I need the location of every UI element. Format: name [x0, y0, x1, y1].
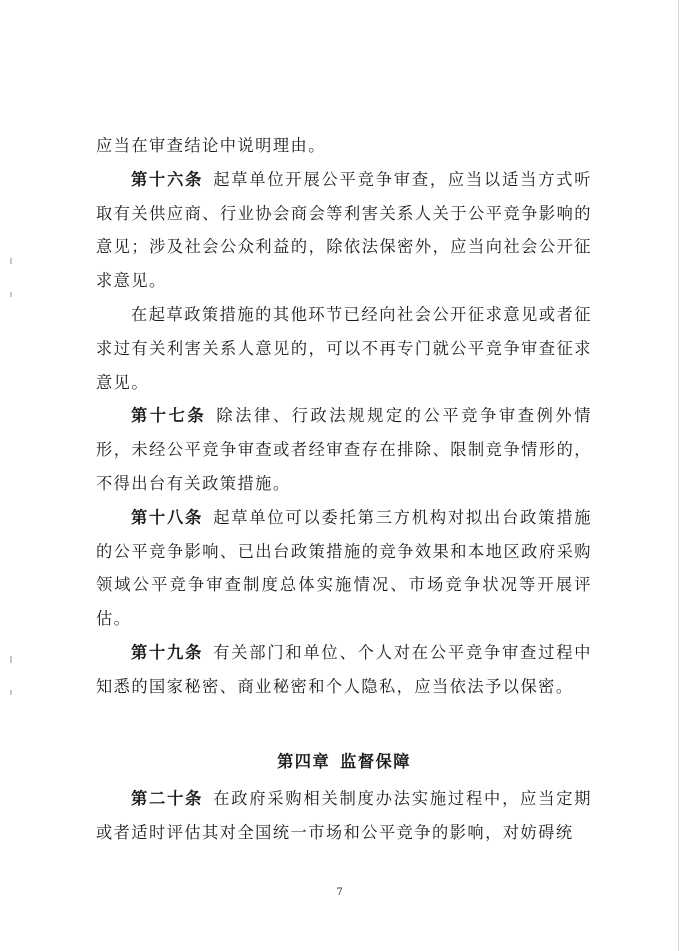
- article-20-paragraph: [96, 782, 592, 850]
- scan-margin-mark: [10, 690, 12, 695]
- chapter-number: 第四章: [277, 752, 331, 771]
- page-number: 7: [336, 887, 343, 898]
- article-20-label: 第二十条: [131, 789, 204, 808]
- article-19-label: 第十九条: [131, 642, 204, 662]
- chapter-title: 监督保障: [340, 752, 411, 771]
- article-18-text: 起草单位可以委托第三方机构对拟出台政策措施的公平竞争影响、已出台政策措施的竞争效果和本地区政府采购领域公平竞争审查制度总体实施情况、市场竞争状况等开展评估。: [96, 507, 592, 629]
- article-17-label: 第十七条: [131, 406, 207, 426]
- article-16-label: 第十六条: [131, 169, 204, 189]
- article-17-paragraph: [96, 399, 592, 500]
- article-19-paragraph: [96, 636, 592, 704]
- chapter-heading: [96, 748, 592, 772]
- scan-margin-mark: [10, 258, 12, 264]
- article-19-text: 有关部门和单位、个人对在公平竞争审查过程中知悉的国家秘密、商业秘密和个人隐私，应当依法予以保密。: [96, 642, 592, 696]
- article-18-paragraph: [96, 501, 592, 636]
- article-16-paragraph-2: 在起草政策措施的其他环节已经向社会公开征求意见或者征求过有关利害关系人意见的，可以不再专门就公平竞争审查征求意见。: [96, 304, 592, 392]
- scan-margin-mark: [10, 292, 12, 297]
- article-20-text: 在政府采购相关制度办法实施过程中，应当定期或者适时评估其对全国统一市场和公平竞争的影响，对妨碍统: [96, 789, 592, 842]
- article-16-text: 起草单位开展公平竞争审查，应当以适当方式听取有关供应商、行业协会商会等利害关系人关于公平竞争影响的意见；涉及社会公众利益的，除依法保密外，应当向社会公开征求意见。: [96, 169, 592, 291]
- article-17-text: 除法律、行政法规规定的公平竞争审查例外情形，未经公平竞争审查或者经审查存在排除、限制竞争情形的，不得出台有关政策措施。: [96, 406, 592, 493]
- body-text-upper: [96, 129, 592, 704]
- article-16-paragraph: [96, 163, 592, 298]
- body-text-lower: [96, 782, 592, 850]
- continuation-paragraph: 应当在审查结论中说明理由。: [96, 136, 326, 155]
- article-18-label: 第十八条: [131, 507, 204, 527]
- scan-margin-mark: [10, 656, 12, 663]
